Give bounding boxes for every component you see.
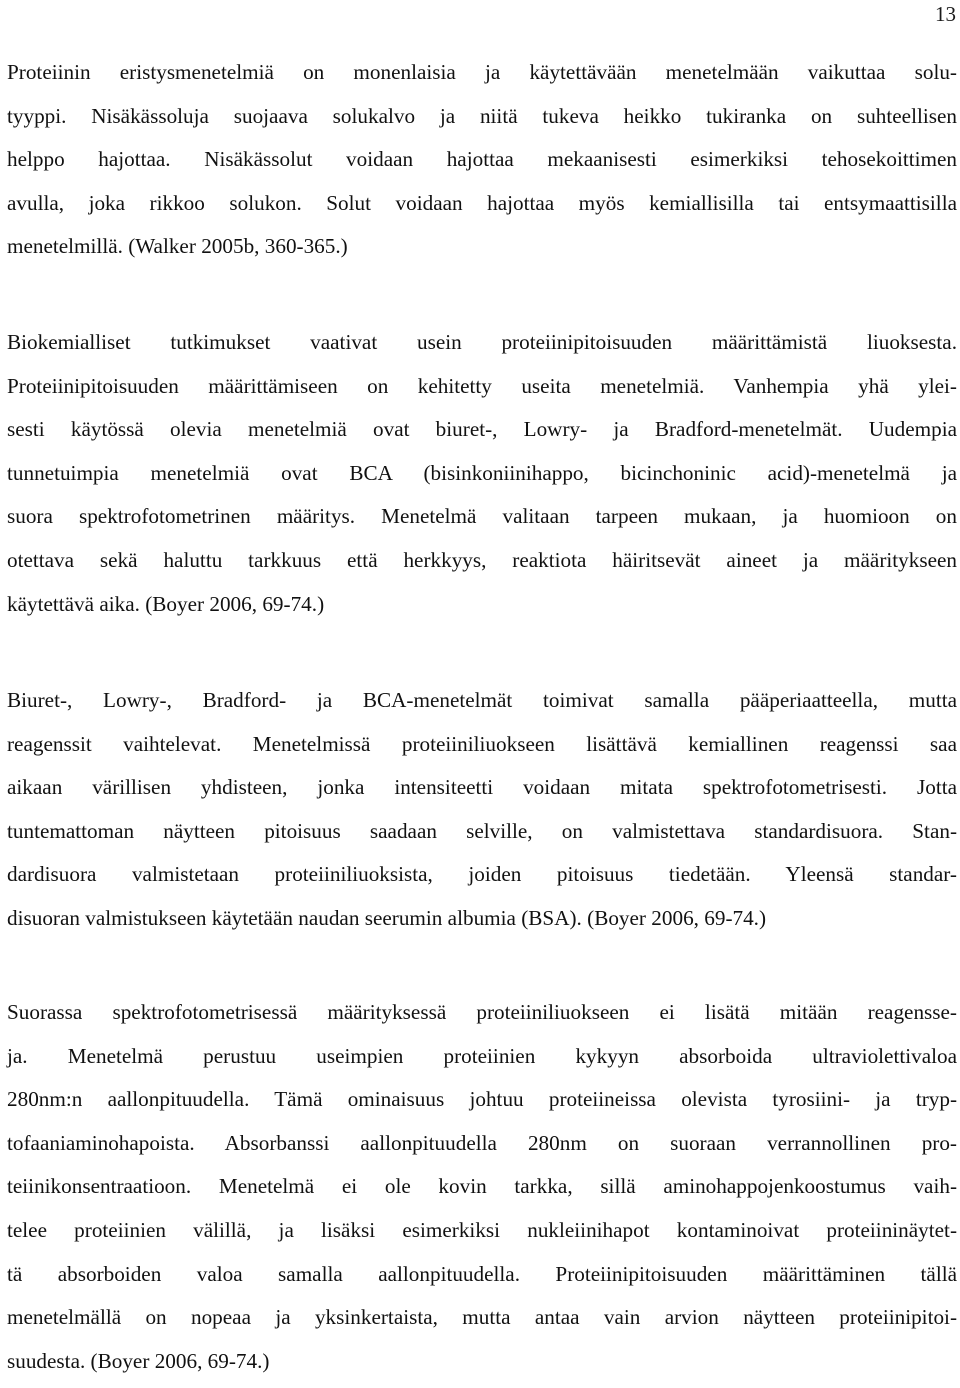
text-line: 280nm:n aallonpituudella. Tämä ominaisuus johtuu proteiineissa olevista tyrosiini- ja tryp- [7, 1087, 957, 1112]
text-line: sesti käytössä olevia menetelmiä ovat biuret-, Lowry- ja Bradford-menetelmät. Uudempia [7, 417, 957, 442]
text-line: Biokemialliset tutkimukset vaativat usein proteiinipitoisuuden määrittämistä liuoksesta. [7, 330, 957, 354]
text-line: tuntemattoman näytteen pitoisuus saadaan selville, on valmistettava standardisuora. Stan- [7, 818, 957, 843]
text-line: tä absorboiden valoa samalla aallonpituudella. Proteiinipitoisuuden määrittäminen tällä [7, 1261, 957, 1286]
text-line: helppo hajottaa. Nisäkässolut voidaan hajottaa mekaanisesti esimerkiksi tehosekoittimen [7, 147, 957, 172]
paragraph-direct-spectrophotometry [7, 991, 957, 1383]
text-line: käytettävä aika. (Boyer 2006, 69-74.) [7, 591, 325, 616]
text-line: aikaan värillisen yhdisteen, jonka intensiteetti voidaan mitata spektrofotometrisesti. Jotta [7, 775, 957, 800]
text-line: avulla, joka rikkoo solukon. Solut voidaan hajottaa myös kemiallisilla tai entsymaattisilla [7, 190, 957, 215]
text-line: Proteiinipitoisuuden määrittämiseen on kehitetty useita menetelmiä. Vanhempia yhä ylei- [7, 373, 957, 398]
text-line: suora spektrofotometrinen määritys. Menetelmä valitaan tarpeen mukaan, ja huomioon on [7, 504, 957, 529]
text-line: menetelmällä on nopeaa ja yksinkertaista, mutta antaa vain arvion näytteen proteiinipitoi- [7, 1305, 957, 1330]
text-line: Biuret-, Lowry-, Bradford- ja BCA-menetelmät toimivat samalla pääperiaatteella, mutta [7, 688, 957, 712]
text-line: teiinikonsentraatioon. Menetelmä ei ole kovin tarkka, sillä aminohappojenkoostumus vaih- [7, 1174, 957, 1199]
text-line: dardisuora valmistetaan proteiiniliuoksista, joiden pitoisuus tiedetään. Yleensä standar- [7, 862, 957, 887]
text-line: telee proteiinien välillä, ja lisäksi esimerkiksi nukleiinihapot kontaminoivat proteiininäytet- [7, 1217, 957, 1242]
text-line: tunnetuimpia menetelmiä ovat BCA (bisinkoniinihappo, bicinchoninic acid)-menetelmä ja [7, 460, 957, 485]
text-line: tyyppi. Nisäkässoluja suojaava solukalvo ja niitä tukeva heikko tukiranka on suhteellisen [7, 103, 957, 128]
text-line: ja. Menetelmä perustuu useimpien proteiinien kykyyn absorboida ultraviolettivaloa [7, 1043, 957, 1068]
text-line: suudesta. (Boyer 2006, 69-74.) [7, 1348, 270, 1373]
paragraph-cell-disruption [7, 51, 957, 269]
page-number: 13 [935, 2, 956, 26]
text-line: Proteiinin eristysmenetelmiä on monenlaisia ja käytettävään menetelmään vaikuttaa solu- [7, 60, 957, 84]
paragraph-protein-methods [7, 321, 957, 626]
text-line: menetelmillä. (Walker 2005b, 360-365.) [7, 234, 348, 259]
text-line: disuoran valmistukseen käytetään naudan seerumin albumia (BSA). (Boyer 2006, 69-74.) [7, 905, 767, 930]
text-line: reagenssit vaihtelevat. Menetelmissä proteiiniliuokseen lisättävä kemiallinen reagenssi saa [7, 731, 957, 756]
paragraph-colorimetric-principle [7, 679, 957, 941]
text-line: Suorassa spektrofotometrisessä määrityksessä proteiiniliuokseen ei lisätä mitään reagensse- [7, 1000, 957, 1024]
text-line: tofaaniaminohapoista. Absorbanssi aallonpituudella 280nm on suoraan verrannollinen pro- [7, 1130, 957, 1155]
text-line: otettava sekä haluttu tarkkuus että herkkyys, reaktiota häiritsevät aineet ja määritykseen [7, 547, 957, 572]
